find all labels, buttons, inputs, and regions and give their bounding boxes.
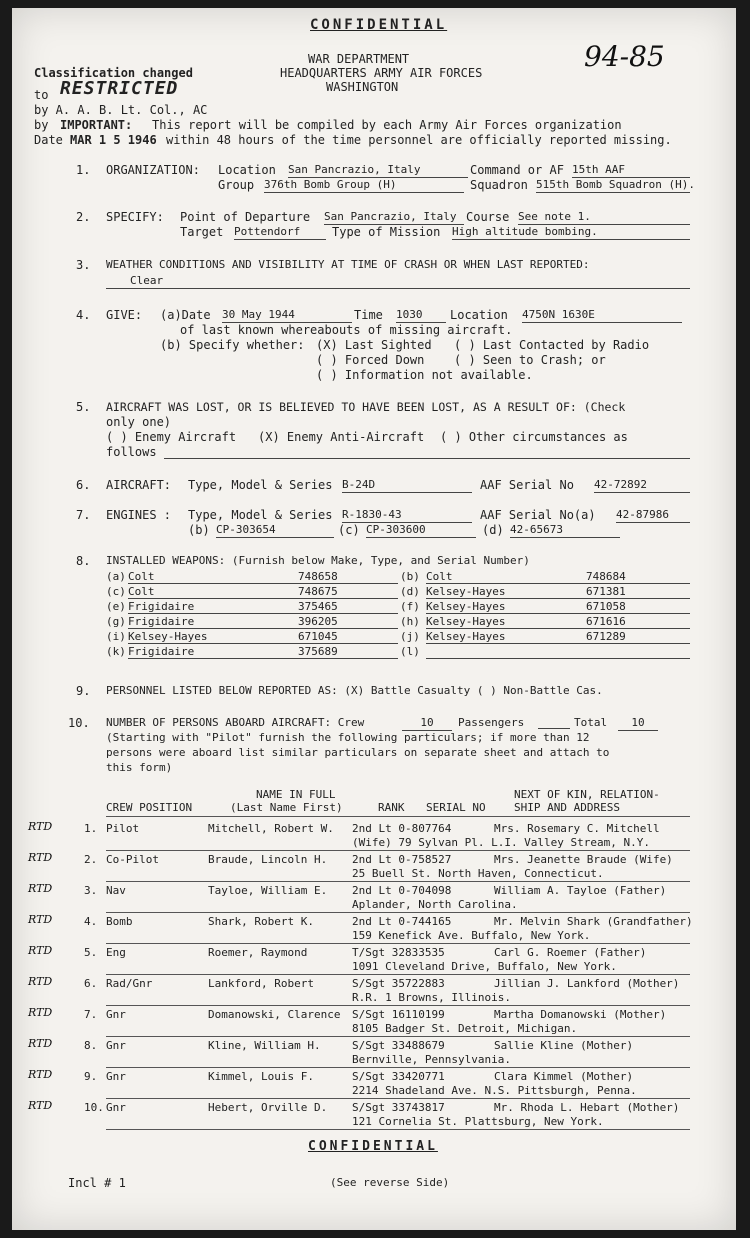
crew-position: Bomb	[106, 915, 133, 928]
weapon-left-serial: 748658	[298, 570, 398, 584]
s1-location-label: Location	[218, 163, 276, 177]
s4-location: 4750N 1630E	[522, 308, 682, 323]
s4-a-label: (a)Date	[160, 308, 211, 322]
s7-b-label: (b)	[188, 523, 210, 537]
crew-position: Pilot	[106, 822, 140, 835]
s4-whereabouts: of last known whereabouts of missing aircraft.	[180, 323, 513, 337]
s4-opt-crash: ( ) Seen to Crash; or	[454, 353, 606, 367]
crew-rtd-mark: RTD	[28, 820, 53, 833]
s2-target: Pottendorf	[234, 225, 326, 240]
crew-rank-serial: 2nd Lt 0-744165	[352, 915, 452, 928]
s5-label: AIRCRAFT WAS LOST, OR IS BELIEVED TO HAVE BEEN LOST, AS A RESULT OF: (Check	[106, 400, 626, 414]
s4-time: 1030	[396, 308, 446, 323]
crew-number: 5.	[84, 946, 98, 959]
weapon-right-make: Kelsey-Hayes	[426, 615, 586, 629]
crew-number: 7.	[84, 1008, 98, 1021]
s2-course: See note 1.	[518, 210, 690, 225]
weapon-right-serial: 671289	[586, 630, 690, 644]
s5-follows: follows	[106, 445, 157, 459]
s2-pod-label: Point of Departure	[180, 210, 311, 224]
crew-address: 121 Cornelia St. Plattsburg, New York.	[352, 1115, 604, 1128]
crew-kin: Clara Kimmel (Mother)	[494, 1070, 634, 1083]
s4-opt-radio: ( ) Last Contacted by Radio	[454, 338, 650, 352]
crew-header-serial: SERIAL NO	[426, 801, 486, 814]
weapon-right-make	[426, 645, 586, 659]
crew-rank-serial: 2nd Lt 0-807764	[352, 822, 452, 835]
crew-number: 8.	[84, 1039, 98, 1052]
s6-num: 6.	[76, 478, 91, 492]
crew-number: 6.	[84, 977, 98, 990]
s1-group-label: Group	[218, 178, 255, 192]
crew-row-rule	[106, 974, 690, 975]
crew-kin: Carl G. Roemer (Father)	[494, 946, 647, 959]
s1-label: ORGANIZATION:	[106, 163, 200, 177]
crew-rank-serial: 2nd Lt 0-704098	[352, 884, 452, 897]
crew-name: Kimmel, Louis F.	[208, 1070, 314, 1083]
crew-row-rule	[106, 1005, 690, 1006]
crew-kin: Mr. Rhoda L. Hebart (Mother)	[494, 1101, 680, 1114]
s2-mission: High altitude bombing.	[452, 225, 690, 240]
crew-rtd-mark: RTD	[28, 851, 53, 864]
weapon-left-serial: 748675	[298, 585, 398, 599]
s7-num: 7.	[76, 508, 91, 522]
weapon-left-make: Frigidaire	[128, 615, 298, 629]
s4-opt-last-sighted: (X) Last Sighted	[316, 338, 432, 352]
crew-row-rule	[106, 850, 690, 851]
crew-kin: William A. Tayloe (Father)	[494, 884, 667, 897]
s1-location: San Pancrazio, Italy	[288, 163, 468, 178]
crew-kin: Martha Domanowski (Mother)	[494, 1008, 667, 1021]
weapon-right-make: Kelsey-Hayes	[426, 585, 586, 599]
s1-command-label: Command or AF	[470, 163, 564, 177]
weapon-left-serial: 396205	[298, 615, 398, 629]
weapon-right-make: Kelsey-Hayes	[426, 600, 586, 614]
crew-rank-serial: 2nd Lt 0-758527	[352, 853, 452, 866]
crew-rtd-mark: RTD	[28, 1037, 53, 1050]
s6-tms-label: Type, Model & Series	[188, 478, 333, 492]
s6-serial: 42-72892	[594, 478, 690, 493]
dept-line-2: HEADQUARTERS ARMY AIR FORCES	[280, 66, 483, 80]
s8-label: INSTALLED WEAPONS: (Furnish below Make, Type, and Serial Number)	[106, 554, 530, 567]
crew-kin: Mr. Melvin Shark (Grandfather)	[494, 915, 693, 928]
crew-kin: Jillian J. Lankford (Mother)	[494, 977, 680, 990]
crew-header-rank: RANK	[378, 801, 405, 814]
crew-position: Nav	[106, 884, 126, 897]
s5-opt-enemy-aircraft: ( ) Enemy Aircraft	[106, 430, 237, 444]
crew-address: 2214 Shadeland Ave. N.S. Pittsburgh, Penna.	[352, 1084, 637, 1097]
weapon-left-make: Colt	[128, 570, 298, 584]
crew-name: Mitchell, Robert W.	[208, 822, 334, 835]
crew-rank-serial: S/Sgt 35722883	[352, 977, 445, 990]
date-label: Date	[34, 133, 63, 147]
weapon-left-make: Colt	[128, 585, 298, 599]
s1-num: 1.	[76, 163, 91, 177]
weapon-right-letter: (j)	[400, 630, 420, 643]
s7-c: CP-303600	[366, 523, 476, 538]
s5-label2: only one)	[106, 415, 172, 429]
crew-rtd-mark: RTD	[28, 975, 53, 988]
s4-label: GIVE:	[106, 308, 143, 322]
dept-line-1: WAR DEPARTMENT	[308, 52, 410, 66]
s4-b-label: (b) Specify whether:	[160, 338, 305, 352]
crew-rank-serial: T/Sgt 32833535	[352, 946, 445, 959]
weapon-right-make: Colt	[426, 570, 586, 584]
crew-rtd-mark: RTD	[28, 1099, 53, 1112]
s9-label: PERSONNEL LISTED BELOW REPORTED AS: (X) Battle Casualty ( ) Non-Battle Cas.	[106, 684, 603, 697]
crew-address: R.R. 1 Browns, Illinois.	[352, 991, 511, 1004]
crew-number: 1.	[84, 822, 98, 835]
crew-number: 9.	[84, 1070, 98, 1083]
crew-address: 1091 Cleveland Drive, Buffalo, New York.	[352, 960, 617, 973]
s2-course-label: Course	[466, 210, 510, 224]
crew-position: Gnr	[106, 1039, 126, 1052]
crew-address: 159 Kenefick Ave. Buffalo, New York.	[352, 929, 591, 942]
crew-position: Rad/Gnr	[106, 977, 153, 990]
date-stamp: MAR 1 5 1946	[70, 133, 157, 147]
s8-num: 8.	[76, 554, 91, 568]
s7-serial-label: AAF Serial No(a)	[480, 508, 596, 522]
crew-address: Aplander, North Carolina.	[352, 898, 518, 911]
weapon-left-serial: 375689	[298, 645, 398, 659]
crew-address: Bernville, Pennsylvania.	[352, 1053, 511, 1066]
crew-rtd-mark: RTD	[28, 1006, 53, 1019]
s4-location-label: Location	[450, 308, 508, 322]
crew-rank-serial: S/Sgt 33743817	[352, 1101, 445, 1114]
crew-header-name2: (Last Name First)	[230, 801, 343, 814]
s1-group: 376th Bomb Group (H)	[264, 178, 464, 193]
notice-line-1: This report will be compiled by each Army Air Forces organization	[152, 118, 622, 132]
weapon-left-make: Frigidaire	[128, 600, 298, 614]
by2-label: by	[34, 118, 49, 132]
s9-num: 9.	[76, 684, 91, 698]
s5-num: 5.	[76, 400, 91, 414]
s10-total-label: Total	[574, 716, 608, 729]
crew-row-rule	[106, 1098, 690, 1099]
by-line: by A. A. B. Lt. Col., AC	[34, 103, 208, 117]
s5-follows-line	[164, 458, 690, 459]
crew-rtd-mark: RTD	[28, 944, 53, 957]
s4-time-label: Time	[354, 308, 383, 322]
crew-address: 8105 Badger St. Detroit, Michigan.	[352, 1022, 578, 1035]
crew-kin: Sallie Kline (Mother)	[494, 1039, 634, 1052]
s7-d: 42-65673	[510, 523, 620, 538]
crew-number: 2.	[84, 853, 98, 866]
to-label: to	[34, 88, 49, 102]
crew-position: Gnr	[106, 1008, 126, 1021]
s10-line2: (Starting with "Pilot" furnish the following particulars; if more than 12	[106, 731, 590, 744]
weapon-left-make: Frigidaire	[128, 645, 298, 659]
s10-line4: this form)	[106, 761, 173, 774]
weapon-right-make: Kelsey-Hayes	[426, 630, 586, 644]
s10-total: 10	[618, 716, 658, 731]
s6-label: AIRCRAFT:	[106, 478, 172, 492]
weapon-left-letter: (c)	[106, 585, 126, 598]
crew-row-rule	[106, 943, 690, 944]
s4-opt-forced-down: ( ) Forced Down	[316, 353, 425, 367]
crew-row-rule	[106, 1036, 690, 1037]
weapon-right-serial: 671616	[586, 615, 690, 629]
weapon-right-letter: (l)	[400, 645, 420, 658]
crew-name: Braude, Lincoln H.	[208, 853, 328, 866]
weapon-right-serial: 671381	[586, 585, 690, 599]
weapon-right-letter: (h)	[400, 615, 420, 628]
crew-name: Domanowski, Clarence	[208, 1008, 341, 1021]
document-sheet	[12, 8, 736, 1230]
s2-num: 2.	[76, 210, 91, 224]
crew-number: 10.	[84, 1101, 104, 1114]
crew-row-rule	[106, 912, 690, 913]
s6-tms: B-24D	[342, 478, 472, 493]
crew-header-kin2: SHIP AND ADDRESS	[514, 801, 620, 814]
crew-address: (Wife) 79 Sylvan Pl. L.I. Valley Stream, N.Y.	[352, 836, 651, 849]
bottom-confidential: CONFIDENTIAL	[308, 1139, 438, 1154]
weapon-left-letter: (g)	[106, 615, 126, 628]
crew-header-rule	[106, 816, 690, 817]
weapon-right-letter: (d)	[400, 585, 420, 598]
handwritten-number: 94-85	[584, 40, 665, 73]
weapon-right-letter: (b)	[400, 570, 420, 583]
weapon-left-letter: (a)	[106, 570, 126, 583]
weapon-right-serial	[586, 645, 690, 659]
s5-opt-anti-aircraft: (X) Enemy Anti-Aircraft	[258, 430, 425, 444]
s7-tms: R-1830-43	[342, 508, 472, 523]
s2-target-label: Target	[180, 225, 224, 239]
s3-num: 3.	[76, 258, 91, 272]
s6-serial-label: AAF Serial No	[480, 478, 574, 492]
crew-rank-serial: S/Sgt 33488679	[352, 1039, 445, 1052]
s7-d-label: (d)	[482, 523, 504, 537]
crew-header-position: CREW POSITION	[106, 801, 193, 814]
see-reverse: (See reverse Side)	[330, 1176, 450, 1189]
crew-header-kin1: NEXT OF KIN, RELATION-	[514, 788, 660, 801]
crew-position: Co-Pilot	[106, 853, 159, 866]
crew-row-rule	[106, 881, 690, 882]
crew-rank-serial: S/Sgt 16110199	[352, 1008, 445, 1021]
crew-row-rule	[106, 1129, 690, 1130]
crew-name: Shark, Robert K.	[208, 915, 314, 928]
crew-position: Eng	[106, 946, 126, 959]
crew-name: Roemer, Raymond	[208, 946, 308, 959]
top-confidential: CONFIDENTIAL	[310, 17, 448, 33]
s10-num: 10.	[68, 716, 90, 730]
crew-rank-serial: S/Sgt 33420771	[352, 1070, 445, 1083]
crew-name: Kline, William H.	[208, 1039, 321, 1052]
s2-pod: San Pancrazio, Italy	[324, 210, 464, 225]
weapon-right-letter: (f)	[400, 600, 420, 613]
s3-value: Clear	[106, 274, 690, 289]
s2-mission-label: Type of Mission	[332, 225, 441, 239]
crew-rtd-mark: RTD	[28, 1068, 53, 1081]
s10-line3: persons were aboard list similar particulars on separate sheet and attach to	[106, 746, 610, 759]
s7-a: 42-87986	[616, 508, 690, 523]
restricted-stamp: RESTRICTED	[60, 78, 179, 99]
weapon-left-letter: (k)	[106, 645, 126, 658]
s4-num: 4.	[76, 308, 91, 322]
crew-position: Gnr	[106, 1070, 126, 1083]
s7-tms-label: Type, Model & Series	[188, 508, 333, 522]
s7-c-label: (c)	[338, 523, 360, 537]
crew-kin: Mrs. Jeanette Braude (Wife)	[494, 853, 673, 866]
s7-b: CP-303654	[216, 523, 334, 538]
crew-kin: Mrs. Rosemary C. Mitchell	[494, 822, 660, 835]
incl-label: Incl # 1	[68, 1176, 126, 1190]
s3-label: WEATHER CONDITIONS AND VISIBILITY AT TIME OF CRASH OR WHEN LAST REPORTED:	[106, 258, 590, 271]
crew-position: Gnr	[106, 1101, 126, 1114]
weapon-left-make: Kelsey-Hayes	[128, 630, 298, 644]
weapon-right-serial: 671058	[586, 600, 690, 614]
dept-line-3: WASHINGTON	[326, 80, 399, 94]
classification-changed: Classification changed	[34, 66, 193, 80]
s2-label: SPECIFY:	[106, 210, 164, 224]
weapon-left-serial: 375465	[298, 600, 398, 614]
crew-rtd-mark: RTD	[28, 913, 53, 926]
crew-number: 3.	[84, 884, 98, 897]
crew-address: 25 Buell St. North Haven, Connecticut.	[352, 867, 604, 880]
s1-squadron: 515th Bomb Squadron (H).	[536, 178, 695, 191]
weapon-left-letter: (i)	[106, 630, 126, 643]
crew-header-name1: NAME IN FULL	[256, 788, 336, 801]
s4-opt-not-available: ( ) Information not available.	[316, 368, 533, 382]
crew-number: 4.	[84, 915, 98, 928]
crew-rtd-mark: RTD	[28, 882, 53, 895]
crew-name: Tayloe, William E.	[208, 884, 328, 897]
weapon-left-serial: 671045	[298, 630, 398, 644]
crew-row-rule	[106, 1067, 690, 1068]
s1-squadron-label: Squadron	[470, 178, 528, 192]
s10-crew: 10	[402, 716, 452, 731]
crew-name: Hebert, Orville D.	[208, 1101, 328, 1114]
s10-passengers-line	[538, 728, 570, 729]
notice-line-2: within 48 hours of the time personnel are officially reported missing.	[166, 133, 672, 147]
s10-passengers-label: Passengers	[458, 716, 525, 729]
important-label: IMPORTANT:	[60, 118, 133, 132]
crew-name: Lankford, Robert	[208, 977, 314, 990]
s1-command: 15th AAF	[572, 163, 690, 178]
s4-date: 30 May 1944	[222, 308, 352, 323]
s10-line1: NUMBER OF PERSONS ABOARD AIRCRAFT: Crew	[106, 716, 365, 729]
weapon-left-letter: (e)	[106, 600, 126, 613]
s7-label: ENGINES :	[106, 508, 172, 522]
weapon-right-serial: 748684	[586, 570, 690, 584]
s5-opt-other: ( ) Other circumstances as	[440, 430, 628, 444]
